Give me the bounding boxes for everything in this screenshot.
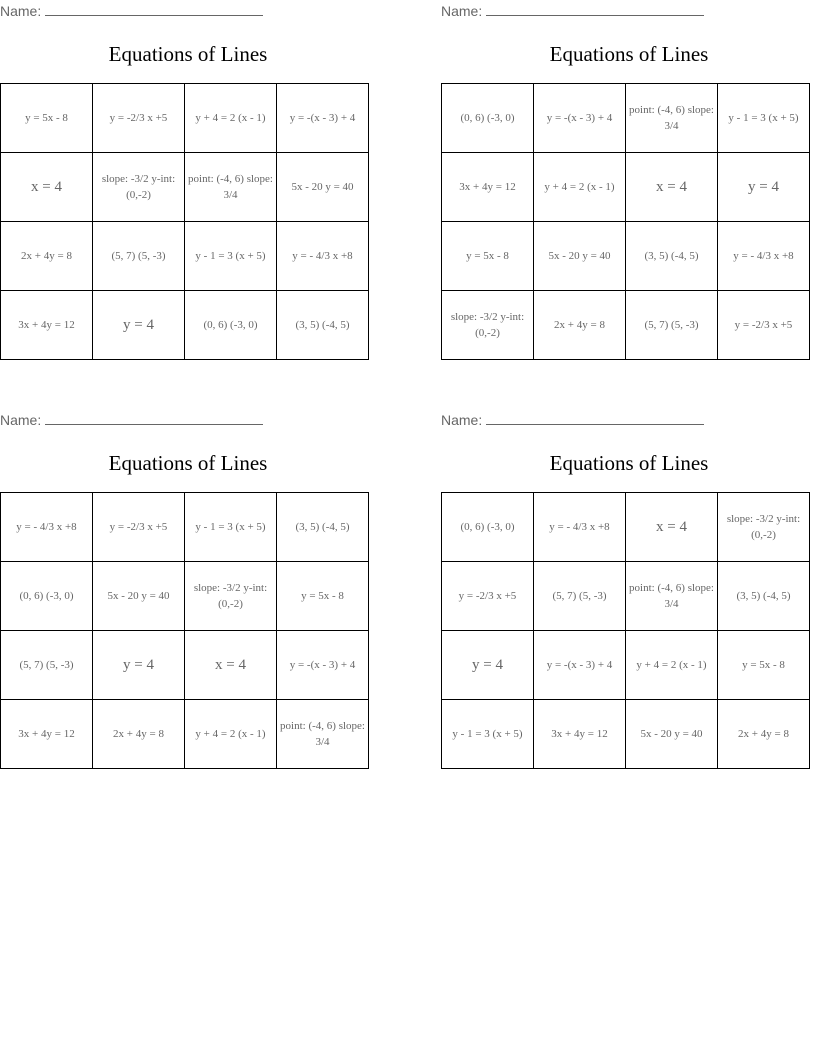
grid-cell: 5x - 20 y = 40 bbox=[277, 153, 369, 222]
grid-cell: y = 5x - 8 bbox=[718, 631, 810, 700]
grid-cell: 5x - 20 y = 40 bbox=[93, 562, 185, 631]
grid-cell: (5, 7) (5, -3) bbox=[93, 222, 185, 291]
name-field bbox=[441, 410, 704, 429]
bingo-grid bbox=[0, 83, 369, 360]
grid-cell: 3x + 4y = 12 bbox=[1, 291, 93, 360]
grid-cell: y + 4 = 2 (x - 1) bbox=[185, 700, 277, 769]
name-label: Name: bbox=[441, 3, 483, 19]
grid-cell: y = -2/3 x +5 bbox=[442, 562, 534, 631]
grid-cell: y = 4 bbox=[93, 631, 185, 700]
grid-cell: y = -(x - 3) + 4 bbox=[277, 631, 369, 700]
grid-cell: 2x + 4y = 8 bbox=[534, 291, 626, 360]
grid-cell: (5, 7) (5, -3) bbox=[534, 562, 626, 631]
grid-cell: point: (-4, 6) slope: 3/4 bbox=[277, 700, 369, 769]
name-blank-line bbox=[45, 1, 263, 16]
grid-cell: y - 1 = 3 (x + 5) bbox=[442, 700, 534, 769]
grid-row bbox=[1, 493, 369, 562]
grid-cell: (0, 6) (-3, 0) bbox=[1, 562, 93, 631]
grid-cell: slope: -3/2 y-int: (0,-2) bbox=[718, 493, 810, 562]
grid-cell: (3, 5) (-4, 5) bbox=[277, 291, 369, 360]
bingo-card bbox=[441, 409, 816, 789]
grid-cell: (3, 5) (-4, 5) bbox=[277, 493, 369, 562]
name-label: Name: bbox=[0, 3, 42, 19]
grid-cell: y = 4 bbox=[442, 631, 534, 700]
grid-cell: 3x + 4y = 12 bbox=[1, 700, 93, 769]
grid-cell: y = - 4/3 x +8 bbox=[534, 493, 626, 562]
grid-cell: (0, 6) (-3, 0) bbox=[442, 493, 534, 562]
grid-cell: y = -2/3 x +5 bbox=[93, 84, 185, 153]
grid-cell: y = - 4/3 x +8 bbox=[277, 222, 369, 291]
grid-cell: slope: -3/2 y-int: (0,-2) bbox=[185, 562, 277, 631]
grid-cell: y + 4 = 2 (x - 1) bbox=[626, 631, 718, 700]
grid-row bbox=[442, 700, 810, 769]
grid-cell: y = 4 bbox=[93, 291, 185, 360]
grid-row bbox=[442, 562, 810, 631]
grid-row bbox=[442, 631, 810, 700]
grid-cell: 2x + 4y = 8 bbox=[718, 700, 810, 769]
grid-cell: 5x - 20 y = 40 bbox=[626, 700, 718, 769]
grid-cell: y = -(x - 3) + 4 bbox=[534, 631, 626, 700]
grid-row bbox=[1, 222, 369, 291]
name-blank-line bbox=[486, 410, 704, 425]
grid-cell: 5x - 20 y = 40 bbox=[534, 222, 626, 291]
grid-cell: slope: -3/2 y-int: (0,-2) bbox=[442, 291, 534, 360]
grid-cell: y = -(x - 3) + 4 bbox=[277, 84, 369, 153]
bingo-card bbox=[0, 0, 376, 380]
grid-cell: y = -2/3 x +5 bbox=[718, 291, 810, 360]
card-title: Equations of Lines bbox=[108, 451, 268, 475]
grid-cell: slope: -3/2 y-int: (0,-2) bbox=[93, 153, 185, 222]
card-title: Equations of Lines bbox=[549, 451, 709, 475]
grid-cell: y = - 4/3 x +8 bbox=[718, 222, 810, 291]
name-blank-line bbox=[486, 1, 704, 16]
name-label: Name: bbox=[0, 412, 42, 428]
name-field bbox=[0, 410, 263, 429]
grid-cell: y = 5x - 8 bbox=[442, 222, 534, 291]
grid-row bbox=[442, 291, 810, 360]
grid-cell: y = 5x - 8 bbox=[277, 562, 369, 631]
name-blank-line bbox=[45, 410, 263, 425]
grid-cell: y - 1 = 3 (x + 5) bbox=[718, 84, 810, 153]
grid-cell: 2x + 4y = 8 bbox=[93, 700, 185, 769]
grid-row bbox=[1, 153, 369, 222]
grid-cell: x = 4 bbox=[185, 631, 277, 700]
grid-cell: x = 4 bbox=[626, 493, 718, 562]
card-title: Equations of Lines bbox=[549, 42, 709, 66]
grid-row bbox=[1, 631, 369, 700]
grid-cell: y = 4 bbox=[718, 153, 810, 222]
grid-cell: y = - 4/3 x +8 bbox=[1, 493, 93, 562]
grid-cell: (5, 7) (5, -3) bbox=[626, 291, 718, 360]
grid-cell: x = 4 bbox=[626, 153, 718, 222]
grid-cell: point: (-4, 6) slope: 3/4 bbox=[626, 84, 718, 153]
grid-row bbox=[442, 153, 810, 222]
grid-cell: y - 1 = 3 (x + 5) bbox=[185, 222, 277, 291]
grid-cell: y + 4 = 2 (x - 1) bbox=[185, 84, 277, 153]
grid-cell: (3, 5) (-4, 5) bbox=[718, 562, 810, 631]
name-label: Name: bbox=[441, 412, 483, 428]
grid-cell: y = -(x - 3) + 4 bbox=[534, 84, 626, 153]
grid-cell: (5, 7) (5, -3) bbox=[1, 631, 93, 700]
bingo-grid bbox=[441, 83, 810, 360]
bingo-card bbox=[0, 409, 376, 789]
grid-row bbox=[442, 493, 810, 562]
grid-cell: y = -2/3 x +5 bbox=[93, 493, 185, 562]
grid-cell: y + 4 = 2 (x - 1) bbox=[534, 153, 626, 222]
grid-cell: (0, 6) (-3, 0) bbox=[442, 84, 534, 153]
grid-row bbox=[442, 222, 810, 291]
grid-cell: x = 4 bbox=[1, 153, 93, 222]
grid-row bbox=[1, 562, 369, 631]
bingo-card bbox=[441, 0, 816, 380]
grid-cell: (3, 5) (-4, 5) bbox=[626, 222, 718, 291]
grid-row bbox=[1, 291, 369, 360]
grid-cell: point: (-4, 6) slope: 3/4 bbox=[185, 153, 277, 222]
grid-row bbox=[1, 84, 369, 153]
grid-cell: 3x + 4y = 12 bbox=[534, 700, 626, 769]
grid-cell: y = 5x - 8 bbox=[1, 84, 93, 153]
grid-row bbox=[442, 84, 810, 153]
grid-cell: y - 1 = 3 (x + 5) bbox=[185, 493, 277, 562]
grid-cell: 3x + 4y = 12 bbox=[442, 153, 534, 222]
name-field bbox=[441, 1, 704, 20]
grid-cell: point: (-4, 6) slope: 3/4 bbox=[626, 562, 718, 631]
name-field bbox=[0, 1, 263, 20]
bingo-grid bbox=[441, 492, 810, 769]
grid-row bbox=[1, 700, 369, 769]
card-title: Equations of Lines bbox=[108, 42, 268, 66]
grid-cell: 2x + 4y = 8 bbox=[1, 222, 93, 291]
bingo-grid bbox=[0, 492, 369, 769]
grid-cell: (0, 6) (-3, 0) bbox=[185, 291, 277, 360]
